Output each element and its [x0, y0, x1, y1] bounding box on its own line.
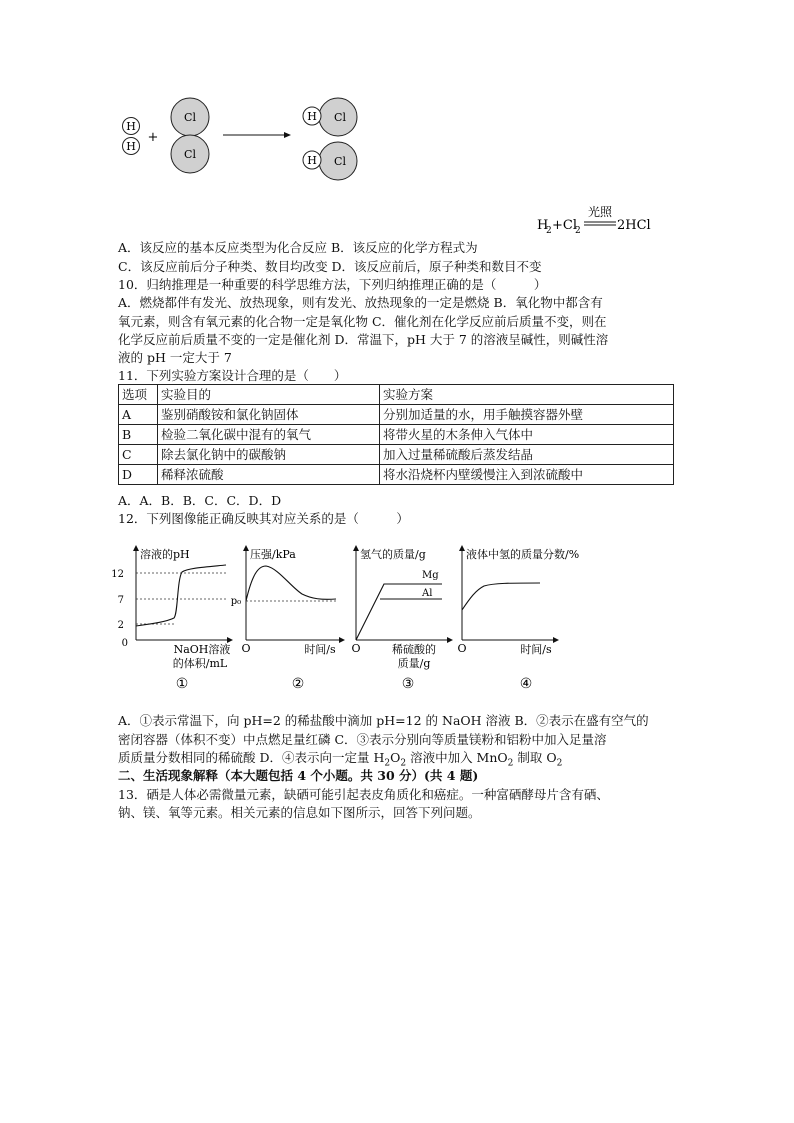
hcl-molecule — [303, 98, 357, 136]
table-cell: 分别加适量的水，用手触摸容器外壁 — [380, 405, 674, 425]
graph1-ylabel: 溶液的pH — [140, 548, 190, 561]
equation-sub: 2 — [575, 226, 581, 236]
h-label: H — [126, 140, 136, 153]
graph3-xlabel: 质量/g — [397, 657, 431, 670]
p0-label: p₀ — [230, 596, 242, 607]
subscript: 2 — [384, 758, 391, 769]
graph-number: ④ — [519, 676, 533, 692]
reaction-diagram — [0, 0, 794, 240]
equation-product: 2HCl — [617, 218, 651, 233]
cl-label: Cl — [334, 155, 346, 168]
h-label: H — [307, 154, 317, 167]
plus-sign: + — [147, 130, 159, 145]
subscript: 2 — [400, 758, 407, 769]
table-row — [119, 465, 674, 485]
experiment-table — [118, 384, 674, 485]
table-row — [119, 405, 674, 425]
series-label: Mg — [422, 570, 439, 581]
table-cell: 加入过量稀硫酸后蒸发结晶 — [380, 445, 674, 465]
tick-label: 2 — [117, 620, 124, 631]
q12-options-line: A．①表示常温下，向 pH=2 的稀盐酸中滴加 pH=12 的 NaOH 溶液 B．②表示在盛有空气的 — [118, 713, 649, 728]
q9-options-line1: A．该反应的基本反应类型为化合反应 B．该反应的化学方程式为 — [118, 240, 478, 255]
tick-label: 12 — [111, 569, 124, 580]
tick-label: 0 — [121, 638, 128, 649]
equation-cl: +Cl — [552, 218, 577, 233]
h-label: H — [307, 110, 317, 123]
section-title: 二、生活现象解释（本大题包括 4 个小题。共 30 分）(共 4 题) — [118, 768, 479, 783]
graph-number: ③ — [401, 676, 415, 692]
graph3-xlabel: 稀硫酸的 — [392, 643, 436, 656]
table-row — [119, 425, 674, 445]
series-label: Al — [422, 588, 433, 599]
table-cell: 稀释浓硫酸 — [158, 465, 380, 485]
graph-pressure — [231, 548, 342, 692]
table-header: 实验目的 — [158, 385, 380, 405]
equation-sub: 2 — [546, 226, 552, 236]
graph1-xlabel: NaOH溶液 — [173, 643, 231, 656]
q11-options: A．A．B．B．C．C．D．D — [118, 493, 282, 508]
table-cell: 检验二氧化碳中混有的氧气 — [158, 425, 380, 445]
cl-label: Cl — [184, 111, 196, 124]
graph1-xlabel: 的体积/mL — [172, 657, 228, 670]
graph3-ylabel: 氢气的质量/g — [360, 548, 426, 561]
cl2-molecule — [171, 98, 209, 173]
reaction-arrow — [223, 132, 291, 138]
table-row — [119, 445, 674, 465]
graph4-ylabel: 液体中氢的质量分数/% — [466, 548, 580, 561]
text-span: 制取 O — [513, 750, 557, 765]
subscript: 2 — [507, 758, 514, 769]
table-cell: D — [119, 465, 158, 485]
chemical-equation — [537, 204, 651, 236]
origin-label: O — [457, 642, 467, 655]
q12-graphs — [0, 540, 794, 710]
graph-number: ② — [291, 676, 305, 692]
equation-condition: 光照 — [587, 205, 613, 219]
text-span: O — [390, 750, 401, 765]
graph4-xlabel: 时间/s — [520, 643, 552, 656]
text-span: 溶液中加入 MnO — [406, 750, 508, 765]
graph-ph — [111, 547, 230, 692]
q10-line: 液的 pH 一定大于 7 — [118, 350, 232, 365]
graph2-xlabel: 时间/s — [304, 643, 336, 656]
q10-line: 化学反应前后质量不变的一定是催化剂 D．常温下，pH 大于 7 的溶液呈碱性，则碱性溶 — [118, 332, 609, 347]
origin-label: O — [241, 642, 251, 655]
q10-line: A．燃烧都伴有发光、放热现象，则有发光、放热现象的一定是燃烧 B．氧化物中都含有 — [118, 295, 603, 310]
table-cell: 将水沿烧杯内壁缓慢注入到浓硫酸中 — [380, 465, 674, 485]
h-label: H — [126, 120, 136, 133]
graph2-ylabel: 压强/kPa — [250, 548, 296, 561]
q10-stem: 10．归纳推理是一种重要的科学思维方法，下列归纳推理正确的是（ ） — [118, 277, 547, 292]
table-cell: 鉴别硝酸铵和氯化钠固体 — [158, 405, 380, 425]
cl-label: Cl — [184, 148, 196, 161]
tick-label: 7 — [117, 595, 124, 606]
q9-options-line2: C．该反应前后分子种类、数目均改变 D．该反应前后，原子种类和数目不变 — [118, 259, 542, 274]
graph-hydrogen — [351, 547, 450, 692]
equation-h: H — [537, 218, 549, 233]
origin-label: O — [351, 642, 361, 655]
graph2-curve — [246, 566, 336, 601]
cl-label: Cl — [334, 111, 346, 124]
q12-options-line: 密闭容器（体积不变）中点燃足量红磷 C．③表示分别向等质量镁粉和铝粉中加入足量溶 — [118, 732, 607, 747]
graph1-curve — [136, 565, 226, 626]
q13-line: 钠、镁、氧等元素。相关元素的信息如下图所示，回答下列问题。 — [118, 805, 481, 820]
table-cell: A — [119, 405, 158, 425]
graph4-curve — [462, 583, 540, 610]
hcl-molecule — [303, 142, 357, 180]
table-cell: C — [119, 445, 158, 465]
q12-stem: 12．下列图像能正确反映其对应关系的是（ ） — [118, 511, 409, 526]
q10-line: 氧元素，则含有氧元素的化合物一定是氧化物 C．催化剂在化学反应前后质量不变，则在 — [118, 314, 607, 329]
q11-stem: 11．下列实验方案设计合理的是（ ） — [118, 368, 347, 383]
subscript: 2 — [556, 758, 563, 769]
graph-number: ① — [175, 676, 189, 692]
text-span: 质质量分数相同的稀硫酸 D．④表示向一定量 H — [118, 750, 385, 765]
table-header-row — [119, 385, 674, 405]
table-header: 实验方案 — [380, 385, 674, 405]
h2-molecule — [123, 118, 140, 155]
q13-line: 13．硒是人体必需微量元素，缺硒可能引起表皮角质化和癌症。一种富硒酵母片含有硒、 — [118, 787, 609, 802]
table-cell: 将带火星的木条伸入气体中 — [380, 425, 674, 445]
table-header: 选项 — [119, 385, 158, 405]
graph-hydrogen-fraction — [457, 547, 579, 692]
table-cell: 除去氯化钠中的碳酸钠 — [158, 445, 380, 465]
table-cell: B — [119, 425, 158, 445]
